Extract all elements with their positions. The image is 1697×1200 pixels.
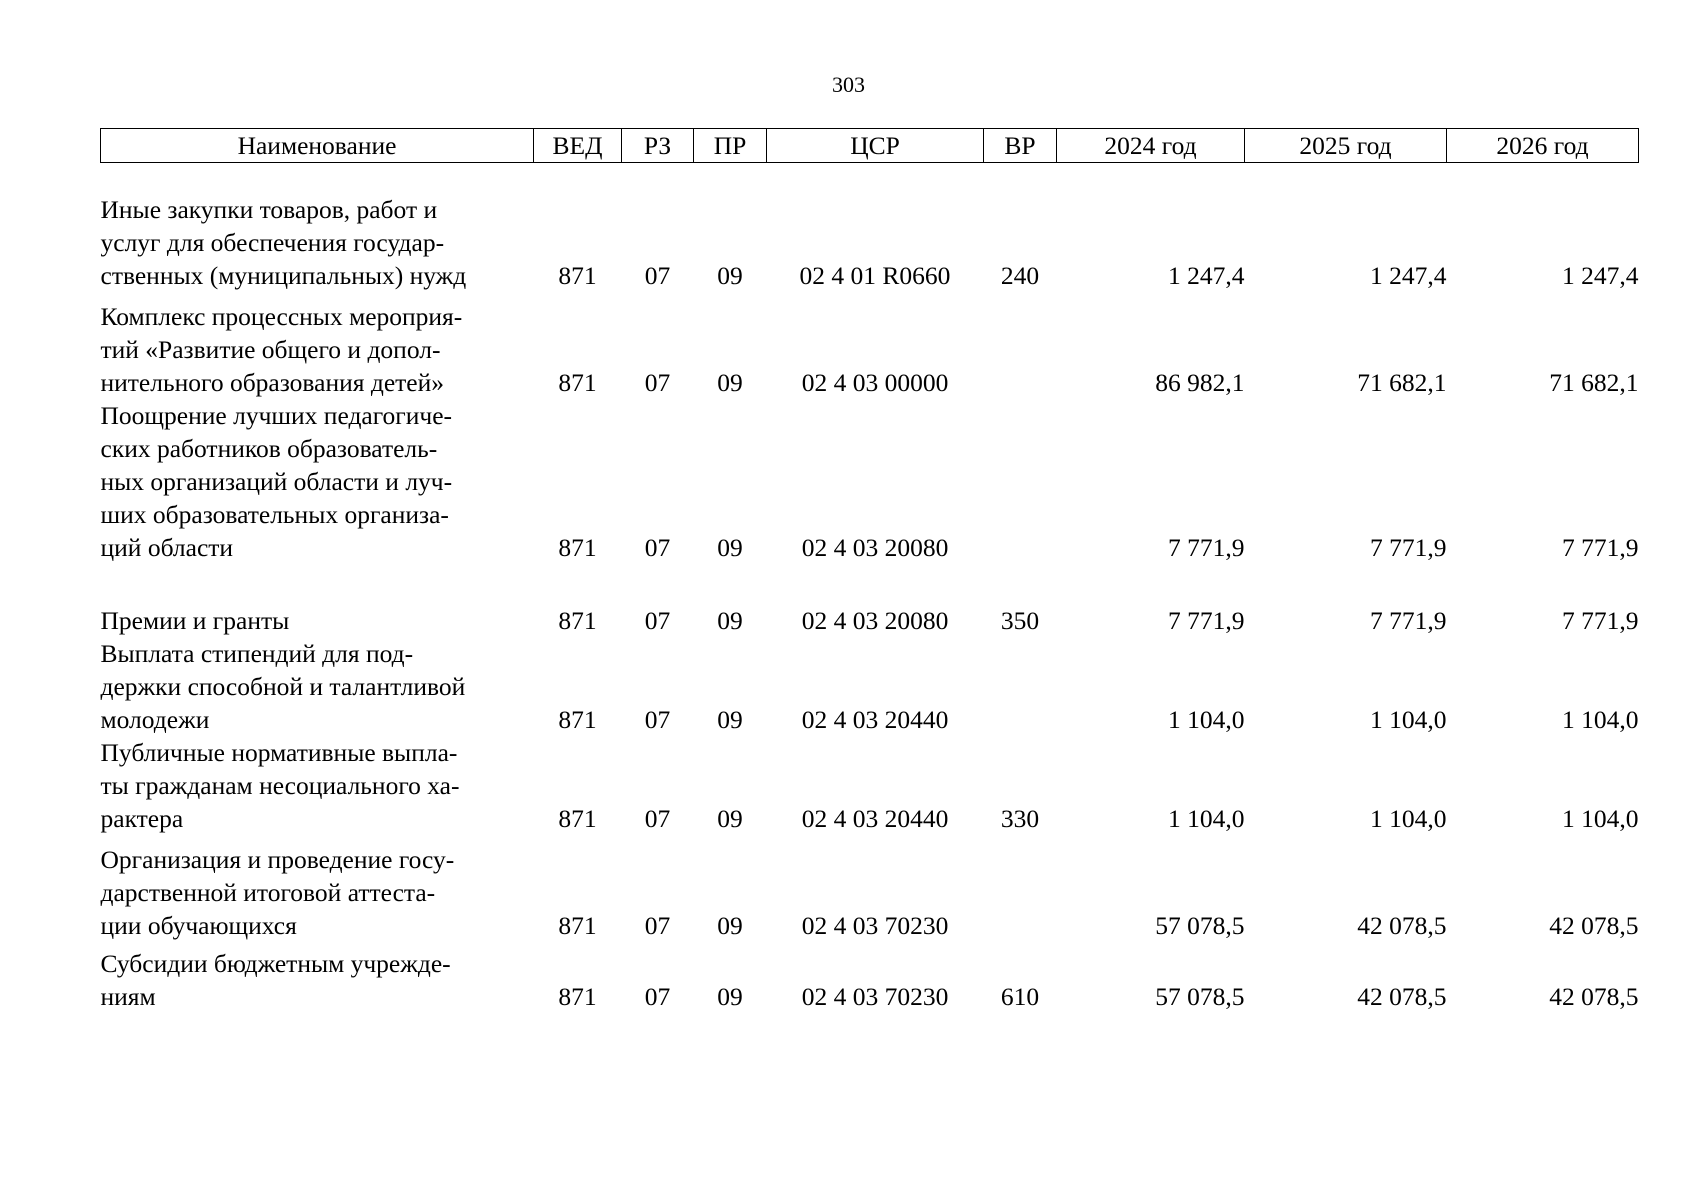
- cell-2024: 1 104,0: [1168, 704, 1245, 734]
- cell-name: [101, 736, 534, 835]
- cell-vr: 240: [1000, 260, 1040, 290]
- header-2026: 2026 год: [1447, 129, 1639, 163]
- cell-name: [101, 163, 534, 292]
- cell-vr: 350: [1000, 605, 1040, 635]
- cell-ved: 871: [558, 532, 597, 562]
- cell-ved: 871: [558, 803, 597, 833]
- name-line: ных организаций области и луч-: [100, 466, 453, 496]
- cell-rz: 07: [644, 532, 671, 562]
- name-line: ственных (муниципальных) нужд: [100, 260, 467, 290]
- cell-ved: 871: [558, 605, 597, 635]
- page-number: 303: [832, 72, 865, 97]
- cell-2025: 71 682,1: [1357, 367, 1447, 397]
- cell-pr: 09: [717, 605, 743, 635]
- cell-2024: 1 104,0: [1168, 803, 1245, 833]
- header-2025: 2025 год: [1245, 129, 1447, 163]
- cell-rz: 07: [644, 367, 671, 397]
- name-line: Публичные нормативные выпла-: [100, 737, 458, 767]
- cell-csr: 02 4 03 20080: [801, 532, 949, 562]
- table-row: [101, 942, 1639, 1013]
- cell-csr: 02 4 03 20080: [801, 605, 949, 635]
- table-row: [101, 637, 1639, 736]
- header-ved: ВЕД: [534, 129, 622, 163]
- cell-2025: 1 247,4: [1370, 260, 1447, 290]
- cell-name: [101, 399, 534, 564]
- budget-table: [100, 128, 1639, 1013]
- header-name: Наименование: [101, 129, 534, 163]
- name-line: Субсидии бюджетным учрежде-: [100, 948, 451, 978]
- name-line: ции обучающихся: [100, 910, 297, 940]
- table-row: [101, 399, 1639, 564]
- cell-rz: 07: [644, 803, 671, 833]
- cell-vr: [984, 637, 1057, 736]
- cell-2026: 7 771,9: [1562, 532, 1639, 562]
- name-line: Комплекс процессных мероприя-: [100, 301, 463, 331]
- name-line: молодежи: [100, 704, 210, 734]
- cell-pr: 09: [717, 704, 743, 734]
- table-row: [101, 736, 1639, 835]
- cell-name: [101, 564, 534, 637]
- table-row: [101, 292, 1639, 399]
- cell-2024: 7 771,9: [1168, 605, 1245, 635]
- cell-rz: 07: [644, 910, 671, 940]
- cell-name: [101, 942, 534, 1013]
- cell-pr: 09: [717, 260, 743, 290]
- header-2024: 2024 год: [1057, 129, 1245, 163]
- cell-rz: 07: [644, 605, 671, 635]
- name-line: рактера: [100, 803, 184, 833]
- cell-pr: 09: [717, 803, 743, 833]
- cell-csr: 02 4 03 00000: [801, 367, 949, 397]
- cell-2026: 7 771,9: [1562, 605, 1639, 635]
- cell-2025: 1 104,0: [1370, 704, 1447, 734]
- cell-pr: 09: [717, 367, 743, 397]
- cell-ved: 871: [558, 981, 597, 1011]
- cell-vr: 610: [1000, 981, 1040, 1011]
- cell-vr: 330: [1000, 803, 1040, 833]
- cell-pr: 09: [717, 910, 743, 940]
- name-line: ниям: [100, 981, 156, 1011]
- table-row: [101, 564, 1639, 637]
- cell-rz: 07: [644, 260, 671, 290]
- cell-csr: 02 4 01 R0660: [799, 260, 951, 290]
- table-body: [101, 163, 1639, 1013]
- cell-2026: 42 078,5: [1549, 910, 1639, 940]
- cell-2026: 1 247,4: [1562, 260, 1639, 290]
- cell-pr: 09: [717, 981, 743, 1011]
- table-row: [101, 163, 1639, 292]
- cell-2026: 71 682,1: [1549, 367, 1639, 397]
- cell-2024: 1 247,4: [1168, 260, 1245, 290]
- name-line: дарственной итоговой аттеста-: [100, 877, 436, 907]
- name-line: ций области: [100, 532, 234, 562]
- cell-vr: [984, 292, 1057, 399]
- cell-csr: 02 4 03 70230: [801, 981, 949, 1011]
- cell-2026: 1 104,0: [1562, 803, 1639, 833]
- name-line: ты гражданам несоциального ха-: [100, 770, 460, 800]
- header-pr: ПР: [694, 129, 767, 163]
- name-line: держки способной и талантливой: [100, 671, 466, 701]
- cell-2025: 7 771,9: [1370, 532, 1447, 562]
- name-line: услуг для обеспечения государ-: [100, 227, 445, 257]
- cell-name: [101, 835, 534, 942]
- cell-csr: 02 4 03 20440: [801, 803, 949, 833]
- name-line: Организация и проведение госу-: [100, 844, 455, 874]
- cell-pr: 09: [717, 532, 743, 562]
- table-row: [101, 835, 1639, 942]
- name-line: тий «Развитие общего и допол-: [100, 334, 441, 364]
- cell-ved: 871: [558, 367, 597, 397]
- cell-ved: 871: [558, 704, 597, 734]
- cell-csr: 02 4 03 70230: [801, 910, 949, 940]
- name-line: нительного образования детей»: [100, 367, 444, 397]
- cell-ved: 871: [558, 260, 597, 290]
- name-line: Выплата стипендий для под-: [100, 638, 414, 668]
- cell-2025: 42 078,5: [1357, 981, 1447, 1011]
- header-csr: ЦСР: [767, 129, 984, 163]
- cell-2024: 57 078,5: [1155, 910, 1245, 940]
- cell-2024: 57 078,5: [1155, 981, 1245, 1011]
- cell-rz: 07: [644, 704, 671, 734]
- name-line: ских работников образователь-: [100, 433, 438, 463]
- cell-2024: 7 771,9: [1168, 532, 1245, 562]
- cell-vr: [984, 835, 1057, 942]
- table-header-row: [101, 129, 1639, 163]
- cell-name: [101, 637, 534, 736]
- cell-2025: 42 078,5: [1357, 910, 1447, 940]
- cell-name: [101, 292, 534, 399]
- name-line: Поощрение лучших педагогиче-: [100, 400, 453, 430]
- name-line: Иные закупки товаров, работ и: [100, 194, 438, 224]
- cell-2024: 86 982,1: [1155, 367, 1245, 397]
- cell-ved: 871: [558, 910, 597, 940]
- cell-2025: 1 104,0: [1370, 803, 1447, 833]
- cell-2026: 1 104,0: [1562, 704, 1639, 734]
- header-vr: ВР: [984, 129, 1057, 163]
- cell-csr: 02 4 03 20440: [801, 704, 949, 734]
- name-line: Премии и гранты: [100, 605, 290, 635]
- name-line: ших образовательных организа-: [100, 499, 449, 529]
- cell-2026: 42 078,5: [1549, 981, 1639, 1011]
- cell-vr: [984, 399, 1057, 564]
- cell-rz: 07: [644, 981, 671, 1011]
- header-rz: РЗ: [622, 129, 694, 163]
- cell-2025: 7 771,9: [1370, 605, 1447, 635]
